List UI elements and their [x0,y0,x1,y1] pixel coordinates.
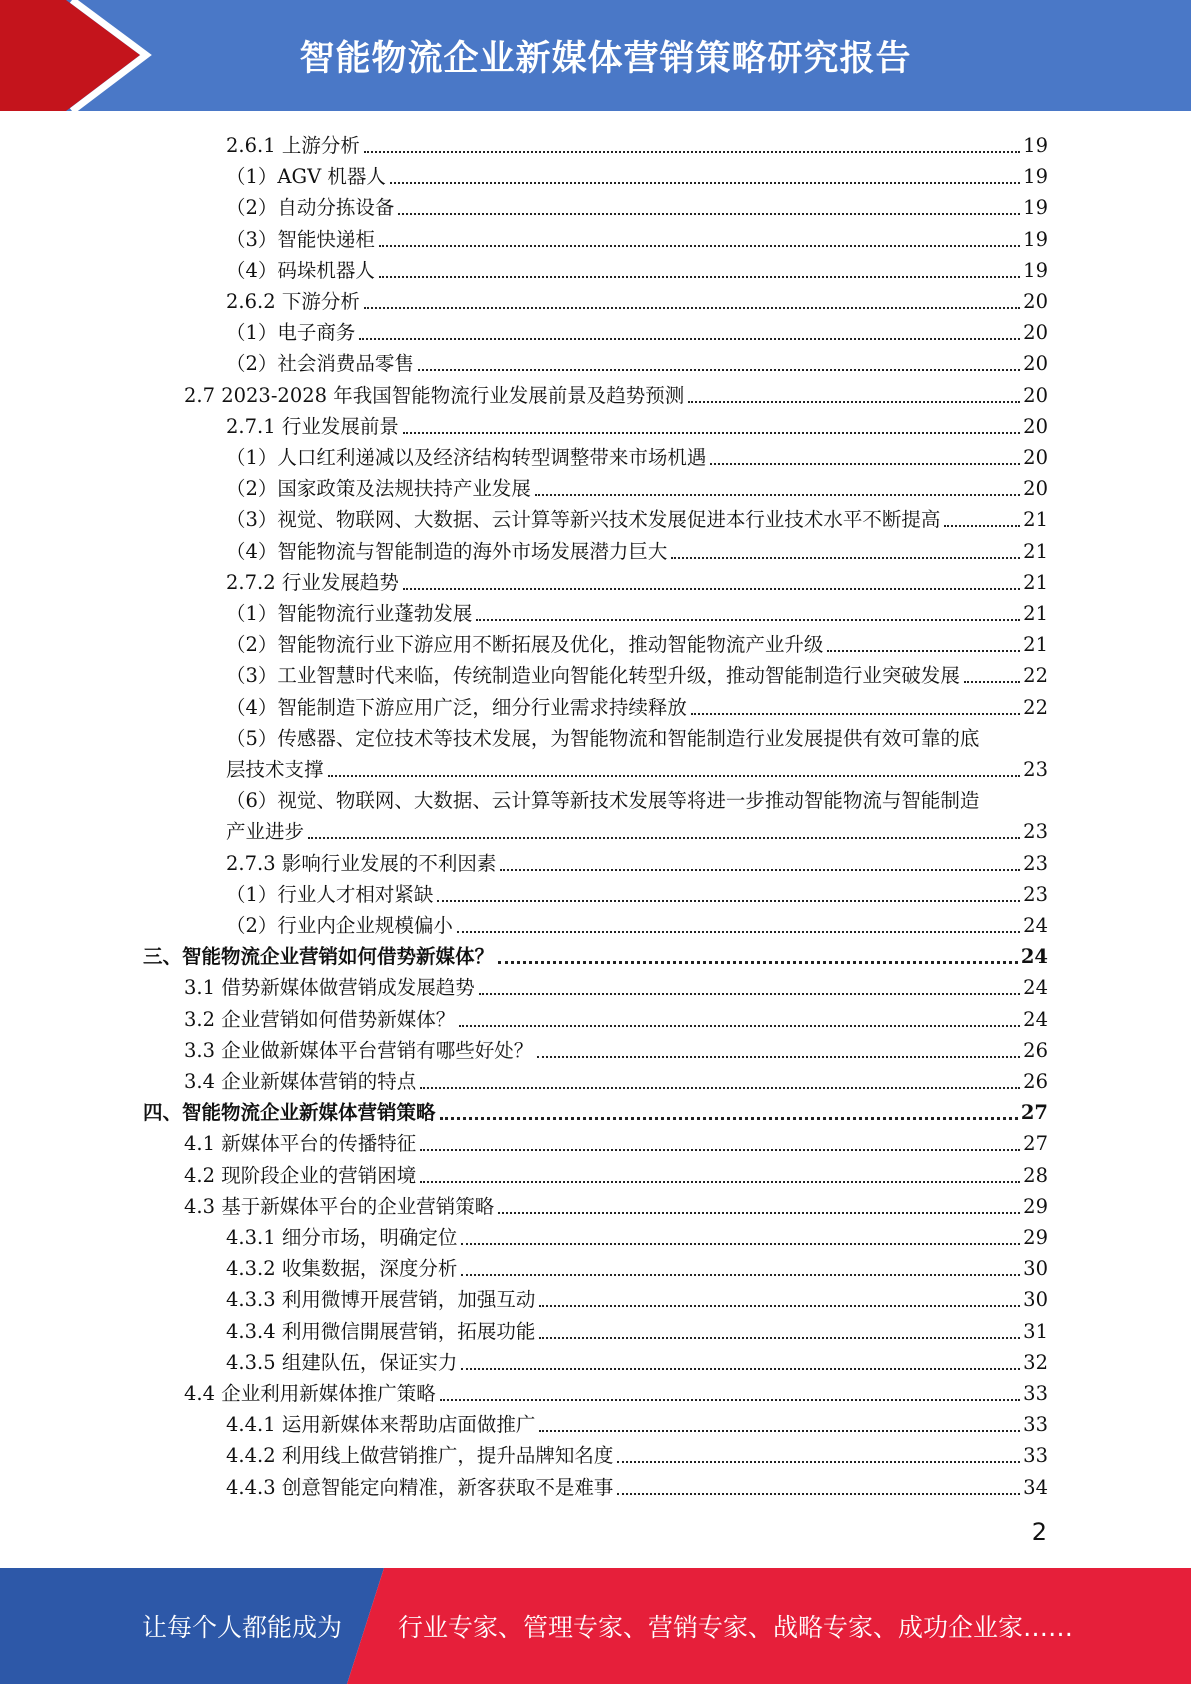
toc-entry-title: 三、智能物流企业营销如何借势新媒体？ [143,945,495,968]
toc-dot-leader [461,1243,1020,1245]
toc-entry-page: 20 [1023,352,1048,375]
toc-entry-page: 20 [1023,415,1048,438]
toc-dot-leader [420,1149,1020,1151]
toc-dot-leader [539,1305,1020,1307]
toc-dot-leader [691,713,1020,715]
toc-entry-page: 21 [1023,508,1048,531]
toc-dot-leader [398,213,1020,215]
toc-dot-leader [710,463,1020,465]
toc-entry-title: （2）国家政策及法规扶持产业发展 [226,477,531,500]
toc-entry[interactable] [226,1219,1048,1250]
toc-entry[interactable] [226,439,1048,470]
toc-entry-title: 2.7.1 行业发展前景 [226,415,399,438]
toc-entry-page: 22 [1023,696,1048,719]
toc-entry-title: 四、智能物流企业新媒体营销策略 [143,1101,436,1124]
toc-entry-page: 19 [1023,259,1048,282]
toc-entry[interactable] [226,501,1048,532]
toc-entry-title: 4.3.5 组建队伍，保证实力 [226,1351,458,1374]
toc-dot-leader [500,869,1020,871]
toc-dot-leader [379,276,1020,278]
toc-entry-title: 4.3.1 细分市场，明确定位 [226,1226,458,1249]
footer-slogan-right: 行业专家、管理专家、营销专家、战略专家、成功企业家…… [398,1613,1074,1642]
toc-entry[interactable] [226,533,1048,564]
toc-dot-leader [328,775,1021,777]
toc-dot-leader [498,1212,1020,1214]
toc-dot-leader [539,1430,1020,1432]
toc-dot-leader [671,557,1020,559]
toc-entry[interactable] [226,252,1048,283]
toc-dot-leader [390,182,1020,184]
toc-entry-title: 3.4 企业新媒体营销的特点 [184,1070,417,1093]
toc-entry-title: （1）AGV 机器人 [226,165,386,188]
toc-entry-title: （4）智能制造下游应用广泛，细分行业需求持续释放 [226,696,687,719]
toc-entry[interactable] [226,626,1048,657]
toc-entry-page: 28 [1023,1164,1048,1187]
toc-dot-leader [364,151,1020,153]
toc-dot-leader [437,900,1020,902]
toc-entry[interactable] [226,907,1048,938]
toc-entry-page: 33 [1023,1413,1048,1436]
toc-entry[interactable] [226,221,1048,252]
toc-entry[interactable] [226,1437,1048,1468]
toc-entry-page: 23 [1023,852,1048,875]
toc-entry-page: 34 [1023,1476,1048,1499]
toc-dot-leader [457,931,1020,933]
toc-dot-leader [440,1117,1018,1120]
toc-entry-title: 4.4.1 运用新媒体来帮助店面做推广 [226,1413,536,1436]
toc-dot-leader [617,1461,1020,1463]
toc-entry-page: 23 [1023,758,1048,781]
toc-entry-title: 4.3.4 利用微信開展营销，拓展功能 [226,1320,536,1343]
toc-dot-leader [537,1056,1020,1058]
toc-entry[interactable] [226,127,1048,158]
toc-entry-page: 20 [1023,477,1048,500]
toc-entry-title: 2.7.2 行业发展趋势 [226,571,399,594]
toc-entry-page: 21 [1023,602,1048,625]
toc-entry[interactable] [184,1188,1048,1219]
toc-entry-title: 4.3.3 利用微博开展营销，加强互动 [226,1288,536,1311]
toc-dot-leader [440,1399,1020,1401]
toc-entry-title: （3）视觉、物联网、大数据、云计算等新兴技术发展促进本行业技术水平不断提高 [226,508,941,531]
toc-dot-leader [418,369,1020,371]
toc-entry-page: 32 [1023,1351,1048,1374]
toc-entry-title: （2）自动分拣设备 [226,196,395,219]
toc-entry-title: （2）智能物流行业下游应用不断拓展及优化，推动智能物流产业升级 [226,633,824,656]
toc-entry-title: 3.3 企业做新媒体平台营销有哪些好处？ [184,1039,534,1062]
toc-entry[interactable] [184,1375,1048,1406]
toc-entry-title: 4.3.2 收集数据，深度分析 [226,1257,458,1280]
toc-entry-title: 4.4.2 利用线上做营销推广，提升品牌知名度 [226,1444,614,1467]
toc-entry[interactable] [226,158,1048,189]
toc-entry-page: 21 [1023,633,1048,656]
toc-entry-page: 30 [1023,1257,1048,1280]
toc-dot-leader [359,338,1020,340]
toc-entry-title: （1）电子商务 [226,321,356,344]
toc-entry[interactable] [226,813,1048,844]
toc-entry-title: （2）行业内企业规模偏小 [226,914,453,937]
toc-entry[interactable] [184,1063,1048,1094]
toc-entry-title: （3）智能快递柜 [226,228,375,251]
toc-entry-page: 33 [1023,1444,1048,1467]
toc-entry-title: （5）传感器、定位技术等技术发展，为智能物流和智能制造行业发展提供有效可靠的底 [226,727,980,750]
toc-entry-page: 19 [1023,134,1048,157]
toc-entry[interactable] [184,1001,1048,1032]
toc-entry[interactable] [226,283,1048,314]
toc-entry-page: 26 [1023,1070,1048,1093]
toc-entry[interactable] [226,845,1048,876]
toc-entry-page: 26 [1023,1039,1048,1062]
toc-entry[interactable] [184,1032,1048,1063]
report-title: 智能物流企业新媒体营销策略研究报告 [299,38,912,79]
toc-entry[interactable] [226,1344,1048,1375]
toc-entry-title: （1）智能物流行业蓬勃发展 [226,602,473,625]
toc-entry-title: 3.2 企业营销如何借势新媒体？ [184,1008,456,1031]
toc-entry-title: （1）行业人才相对紧缺 [226,883,434,906]
toc-dot-leader [403,588,1020,590]
toc-entry-page: 30 [1023,1288,1048,1311]
toc-entry-title: 3.1 借势新媒体做营销成发展趋势 [184,976,475,999]
toc-entry[interactable] [226,782,1048,813]
toc-dot-leader [379,245,1020,247]
toc-entry-page: 19 [1023,196,1048,219]
toc-entry-title: （1）人口红利递减以及经济结构转型调整带来市场机遇 [226,446,707,469]
toc-entry-page: 33 [1023,1382,1048,1405]
chevron-arrow-icon [0,0,160,111]
page-footer [0,1568,1191,1684]
toc-entry-page: 20 [1023,446,1048,469]
toc-entry-title: 4.4.3 创意智能定向精准，新客获取不是难事 [226,1476,614,1499]
toc-entry-title: 2.7 2023-2028 年我国智能物流行业发展前景及趋势预测 [184,384,685,407]
toc-entry-title: 4.3 基于新媒体平台的企业营销策略 [184,1195,495,1218]
footer-slogan-left: 让每个人都能成为 [142,1613,343,1642]
toc-entry[interactable] [226,657,1048,688]
toc-entry-page: 21 [1023,540,1048,563]
toc-entry[interactable] [226,1406,1048,1437]
toc-entry-page: 27 [1023,1132,1048,1155]
toc-entry-page: 24 [1023,914,1048,937]
toc-entry-page: 22 [1023,664,1048,687]
toc-dot-leader [964,681,1020,683]
toc-entry[interactable] [226,876,1048,907]
toc-dot-leader [420,1087,1020,1089]
toc-entry[interactable] [184,1157,1048,1188]
toc-entry-title: （4）码垛机器人 [226,259,375,282]
toc-dot-leader [688,401,1020,403]
toc-entry[interactable] [226,564,1048,595]
toc-entry-page: 29 [1023,1195,1048,1218]
toc-entry-page: 23 [1023,820,1048,843]
toc-entry-page: 24 [1023,976,1048,999]
toc-dot-leader [827,650,1020,652]
toc-entry[interactable] [226,470,1048,501]
toc-entry[interactable] [226,751,1048,782]
toc-entry-page: 20 [1023,321,1048,344]
toc-entry[interactable] [143,1094,1048,1125]
toc-entry-page: 24 [1023,1008,1048,1031]
toc-entry-title: 4.2 现阶段企业的营销困境 [184,1164,417,1187]
toc-entry-title: 产业进步 [226,820,305,843]
toc-entry-title: 2.7.3 影响行业发展的不利因素 [226,852,497,875]
toc-dot-leader [617,1493,1020,1495]
toc-entry-title: 4.1 新媒体平台的传播特征 [184,1132,417,1155]
toc-entry[interactable] [143,938,1048,969]
toc-dot-leader [539,1337,1020,1339]
toc-dot-leader [461,1368,1020,1370]
toc-entry[interactable] [226,1281,1048,1312]
toc-entry[interactable] [184,1125,1048,1156]
toc-entry-page: 31 [1023,1320,1048,1343]
toc-dot-leader [364,307,1020,309]
toc-entry[interactable] [226,720,1048,751]
toc-dot-leader [498,961,1018,964]
toc-entry-title: （2）社会消费品零售 [226,352,414,375]
toc-entry-title: （3）工业智慧时代来临，传统制造业向智能化转型升级，推动智能制造行业突破发展 [226,664,960,687]
page-header [0,0,1191,111]
toc-dot-leader [461,1274,1020,1276]
page-number: 2 [1031,1518,1047,1546]
toc-dot-leader [944,525,1020,527]
toc-dot-leader [308,837,1020,839]
toc-entry-page: 23 [1023,883,1048,906]
toc-entry[interactable] [226,1313,1048,1344]
toc-dot-leader [535,494,1020,496]
toc-dot-leader [479,993,1020,995]
toc-entry[interactable] [226,408,1048,439]
toc-entry-page: 29 [1023,1226,1048,1249]
toc-entry[interactable] [226,689,1048,720]
toc-dot-leader [459,1025,1020,1027]
toc-entry-page: 20 [1023,384,1048,407]
toc-entry-page: 21 [1023,571,1048,594]
toc-entry[interactable] [184,377,1048,408]
toc-entry[interactable] [226,189,1048,220]
toc-dot-leader [476,619,1020,621]
toc-entry-page: 27 [1020,1101,1048,1124]
toc-entry-page: 24 [1020,945,1048,968]
toc-entry[interactable] [184,969,1048,1000]
toc-entry-page: 19 [1023,165,1048,188]
toc-entry-title: 4.4 企业利用新媒体推广策略 [184,1382,436,1405]
toc-dot-leader [420,1181,1020,1183]
toc-entry-title: 2.6.1 上游分析 [226,134,360,157]
toc-entry[interactable] [226,314,1048,345]
toc-entry-title: （6）视觉、物联网、大数据、云计算等新技术发展等将进一步推动智能物流与智能制造 [226,789,980,812]
toc-entry-title: 层技术支撑 [226,758,324,781]
toc-entry[interactable] [226,1469,1048,1500]
toc-entry-page: 20 [1023,290,1048,313]
toc-entry[interactable] [226,1250,1048,1281]
toc-entry-title: （4）智能物流与智能制造的海外市场发展潜力巨大 [226,540,668,563]
toc-entry[interactable] [226,345,1048,376]
toc-dot-leader [403,432,1020,434]
toc-entry-title: 2.6.2 下游分析 [226,290,360,313]
toc-entry[interactable] [226,595,1048,626]
toc-entry-page: 19 [1023,228,1048,251]
